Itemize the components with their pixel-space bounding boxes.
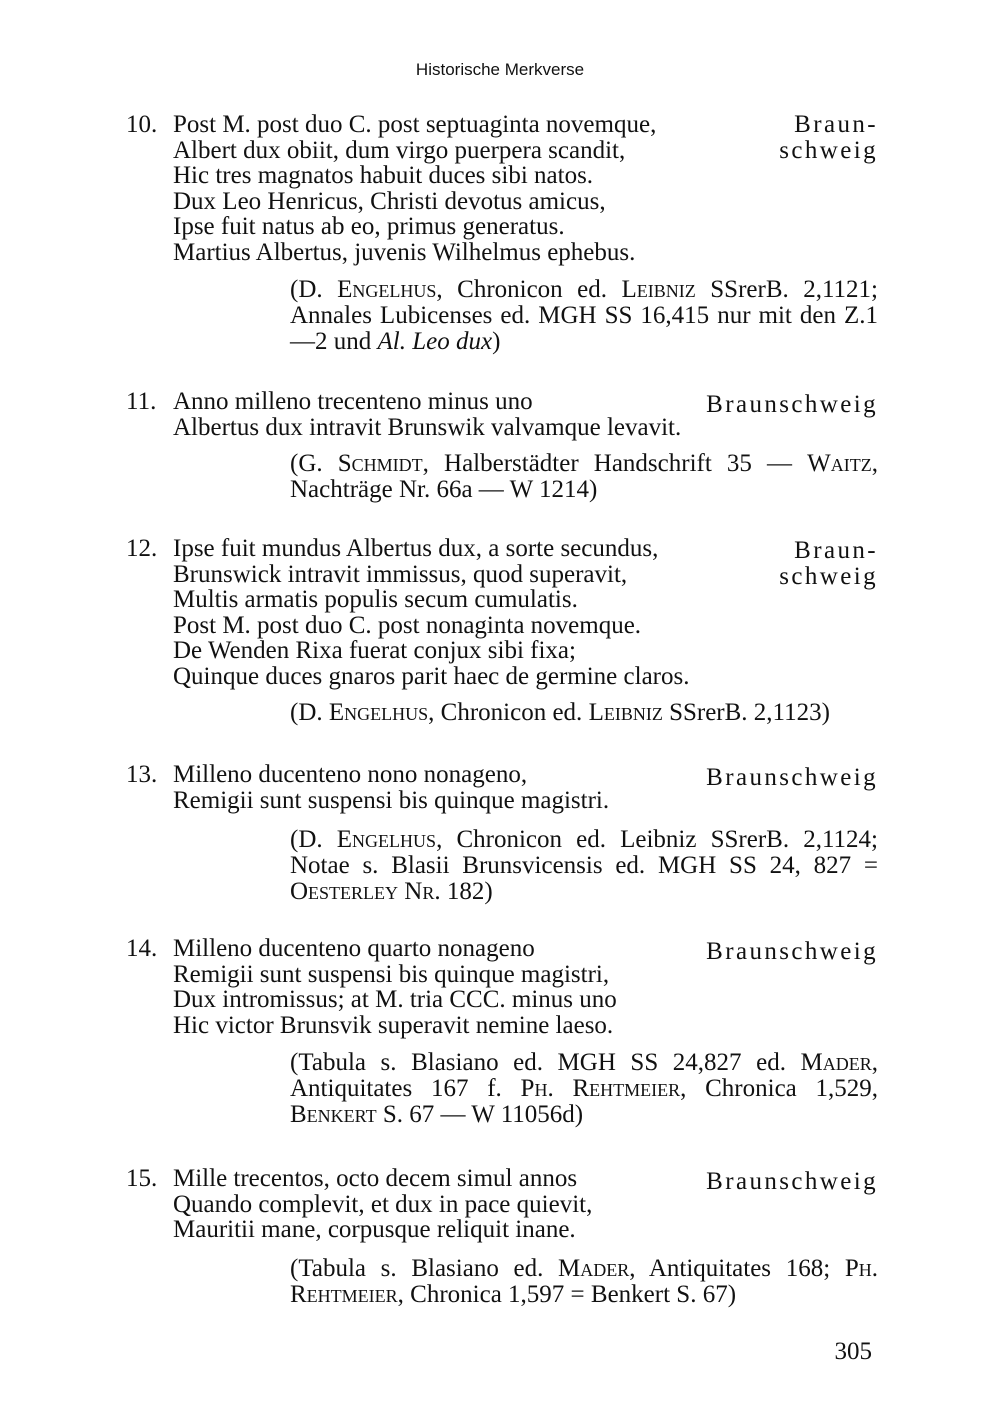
verse-line: Dux intromissus; at M. tria CCC. minus uno — [173, 986, 617, 1013]
citation-text: (Tabula s. Blasiano ed. MGH SS 24,827 ed. — [290, 1049, 801, 1076]
verse-block — [128, 112, 878, 265]
verse-line: Post M. post duo C. post septuaginta novemque, — [173, 111, 657, 138]
place-name — [779, 112, 878, 163]
verse-line: Remigii sunt suspensi bis quinque magistri, — [173, 960, 610, 988]
place-name — [706, 765, 878, 791]
citation-text: . 182) — [434, 878, 493, 905]
citation-text: , Antiquitates 167 f. — [290, 1049, 878, 1102]
entry-number: 14. — [126, 935, 158, 962]
citation-text: (G. — [290, 450, 338, 477]
entry-number: 11. — [126, 388, 157, 415]
source-citation — [290, 451, 878, 503]
verse-block — [128, 936, 878, 1038]
citation-text: , Chronicon ed. — [428, 699, 589, 726]
citation-text: (Tabula s. Blasiano ed. — [290, 1254, 559, 1282]
citation-editor: Leibniz — [621, 276, 696, 303]
entry-11 — [128, 389, 878, 503]
running-header: Historische Merkverse — [415, 60, 585, 79]
entry-10 — [128, 112, 878, 355]
citation-text: , Chronicon ed. Leibniz SSrerB. 2,1124; Notae s. Blasii Brunsvicensis ed. MGH SS 24, 827 = — [290, 826, 878, 879]
citation-author: Engelhus — [337, 276, 437, 303]
citation-text: , Halberstädter Handschrift 35 — — [422, 450, 808, 477]
citation-editor: Waitz — [807, 450, 872, 477]
citation-author: Schmidt — [337, 450, 423, 477]
citation-text: SSrerB. 2,1123) — [662, 699, 830, 726]
entry-number: 15. — [126, 1165, 158, 1192]
place-line: Braunschweig — [706, 938, 878, 965]
citation-italic: Al. Leo dux — [377, 328, 493, 355]
citation-text: , Chronicon ed. — [436, 276, 622, 303]
citation-editor: Ph. Rehtmeier — [290, 1254, 878, 1308]
verse-line: De Wenden Rixa fuerat conjux sibi fixa; — [173, 637, 576, 664]
verse-line: Hic tres magnatos habuit duces sibi natos. — [173, 162, 594, 189]
verse-block — [128, 389, 878, 440]
verse-block — [128, 536, 878, 689]
entry-number: 13. — [126, 761, 158, 788]
citation-editor: Oesterley Nr — [290, 878, 435, 905]
citation-text: S. 67 — W 11056d) — [376, 1101, 584, 1128]
citation-text: (D. — [290, 699, 329, 726]
source-citation — [290, 1050, 878, 1128]
entry-14 — [128, 936, 878, 1128]
place-line: Braunschweig — [706, 391, 878, 418]
page-number: 305 — [834, 1338, 872, 1365]
citation-text: SSrerB. 2,1121; Annales Lubicenses ed. MGH SS 16,415 nur mit den Z.1—2 und — [290, 276, 879, 355]
verse-line: Martius Albertus, juvenis Wilhelmus ephebus. — [173, 238, 636, 266]
citation-author: Benkert — [290, 1101, 377, 1128]
place-name — [706, 1169, 878, 1195]
citation-author: Engelhus — [328, 699, 429, 726]
place-name — [706, 939, 878, 965]
verse-line: Mauritii mane, corpusque reliquit inane. — [173, 1216, 576, 1243]
citation-text: (D. — [290, 276, 338, 303]
entry-15 — [128, 1166, 878, 1308]
verse-line: Ipse fuit natus ab eo, primus generatus. — [173, 213, 565, 240]
verse-line: Post M. post duo C. post nonaginta novemque. — [173, 611, 642, 639]
place-name — [779, 538, 878, 589]
verse-line: Mille trecentos, octo decem simul annos — [173, 1165, 578, 1192]
place-line: Braun- — [794, 537, 878, 564]
citation-author: Mader — [558, 1254, 630, 1282]
citation-editor: Leibniz — [588, 699, 663, 726]
citation-text: (D. — [290, 826, 337, 853]
citation-text: ) — [492, 328, 501, 355]
place-line: Braun- — [794, 111, 878, 138]
verse-line: Albert dux obiit, dum virgo puerpera scandit, — [173, 136, 626, 164]
verse-line: Quinque duces gnaros parit haec de germine claros. — [173, 662, 690, 690]
citation-text: , Antiquitates 168; — [629, 1254, 845, 1282]
place-line: Braunschweig — [706, 764, 878, 791]
verse-line: Milleno ducenteno quarto nonageno — [173, 935, 535, 962]
place-name — [706, 392, 878, 418]
citation-editor: Ph. Rehtmeier — [520, 1075, 681, 1102]
verse-line: Remigii sunt suspensi bis quinque magistri. — [173, 786, 610, 814]
verse-line: Quando complevit, et dux in pace quievit, — [173, 1190, 593, 1218]
verse-block — [128, 1166, 878, 1243]
verse-line: Hic victor Brunsvik superavit nemine laeso. — [173, 1011, 614, 1039]
place-line: schweig — [779, 136, 878, 164]
source-citation — [290, 1256, 878, 1308]
verse-block — [128, 762, 878, 813]
verse-line: Dux Leo Henricus, Christi devotus amicus, — [173, 187, 606, 215]
source-citation — [290, 827, 878, 905]
citation-text: , Chronica 1,529, — [680, 1075, 879, 1102]
citation-author: Mader — [800, 1049, 872, 1076]
citation-text: , Nachträge Nr. 66a — W 1214) — [290, 450, 878, 503]
entry-number: 10. — [126, 111, 158, 138]
citation-text: , Chronica 1,597 = Benkert S. 67) — [397, 1280, 737, 1308]
citation-author: Engelhus — [336, 826, 437, 853]
entry-number: 12. — [126, 535, 158, 562]
verse-line: Albertus dux intravit Brunswik valvamque levavit. — [173, 413, 682, 441]
verse-line: Brunswick intravit immissus, quod superavit, — [173, 560, 628, 588]
entry-12 — [128, 536, 878, 726]
place-line: Braunschweig — [706, 1168, 878, 1195]
verse-line: Anno milleno trecenteno minus uno — [173, 388, 533, 415]
verse-line: Milleno ducenteno nono nonageno, — [173, 761, 528, 788]
source-citation — [290, 277, 878, 355]
entry-13 — [128, 762, 878, 905]
verse-line: Multis armatis populis secum cumulatis. — [173, 586, 578, 613]
place-line: schweig — [779, 562, 878, 590]
source-citation — [290, 700, 878, 726]
verse-line: Ipse fuit mundus Albertus dux, a sorte secundus, — [173, 535, 659, 562]
